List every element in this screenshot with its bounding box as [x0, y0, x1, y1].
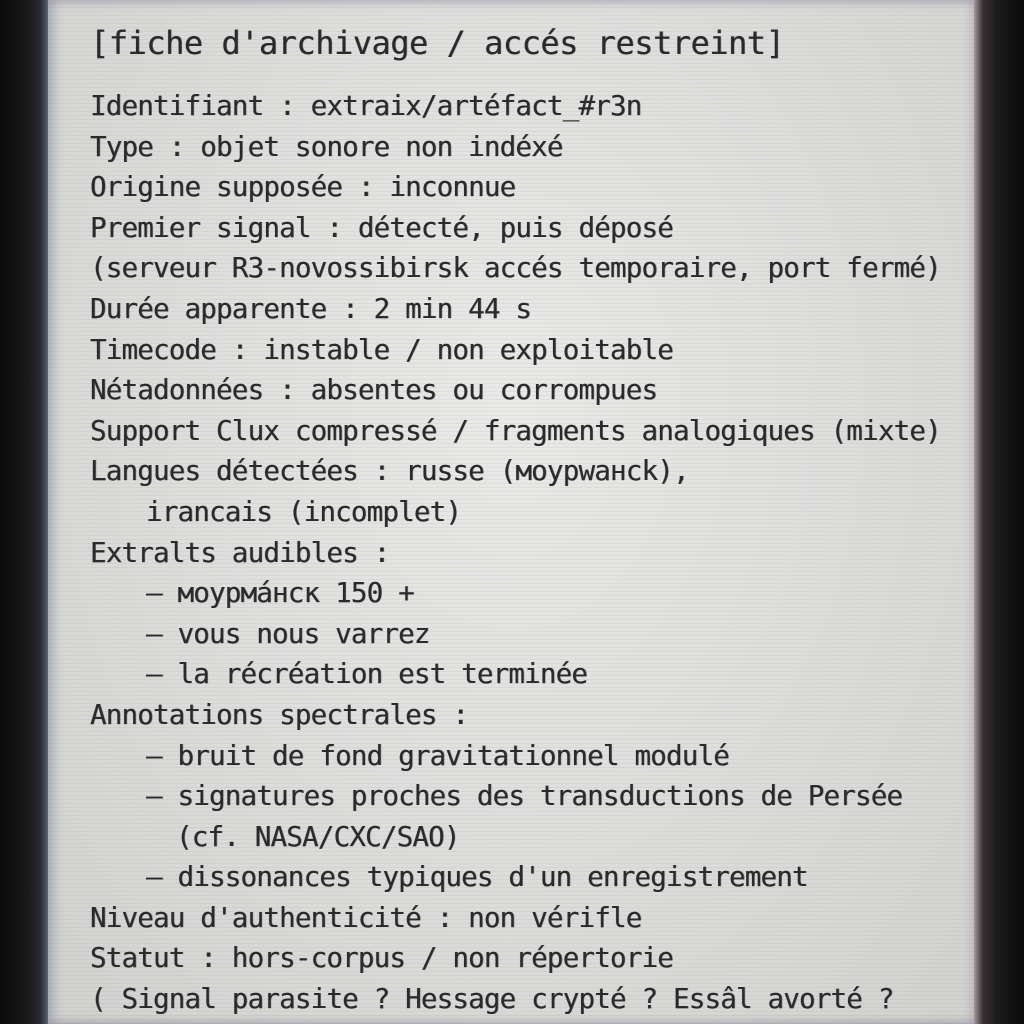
extrait-item: – моурмáнск 150 +	[146, 577, 414, 610]
field-type: Type : objet sonore non indéxé	[90, 130, 563, 163]
field-authenticite: Niveau d'authenticité : non vérifle	[90, 901, 642, 934]
annotation-item: – dissonances typiques d'un enregistrement	[146, 861, 808, 894]
annotation-citation: (cf. NASA/CXC/SAO)	[176, 820, 460, 853]
field-extraits-heading: Extralts audibles :	[90, 536, 390, 569]
field-duree: Durée apparente : 2 min 44 s	[90, 292, 532, 325]
document-title: [fiche d'archivage / accés restreint]	[90, 24, 785, 62]
annotation-item: – signatures proches des transductions de Persée	[146, 780, 903, 813]
sheet-content	[90, 18, 970, 1020]
field-annotations-heading: Annotations spectrales :	[90, 698, 469, 731]
extrait-item: – la récréation est terminée	[146, 658, 588, 691]
field-statut: Statut : hors-corpus / non répertorie	[90, 942, 673, 975]
field-support: Support Clux compressé / fragments analogiques (mixte)	[90, 414, 941, 447]
field-timecode: Timecode : instable / non exploitable	[90, 333, 673, 366]
left-border	[0, 0, 52, 1024]
archive-sheet	[48, 0, 978, 1024]
right-border	[974, 0, 1024, 1024]
field-langues: Langues détectées : russe (моурwaнсk),	[90, 455, 689, 488]
field-premier-signal: Premier signal : détecté, puis déposé	[90, 211, 673, 244]
extrait-item: – vous nous varrez	[146, 617, 430, 650]
field-origine: Origine supposée : inconnue	[90, 171, 516, 204]
field-serveur-note: (serveur R3-novossibirsk accés temporaire, port fermé)	[90, 252, 941, 285]
field-langues-cont: irancais (incomplet)	[146, 495, 462, 528]
field-identifiant: Identifiant : extraix/artéfact_#r3n	[90, 90, 642, 122]
field-hypotheses: ( Signal parasite ? Hessage crypté ? Essâl avorté ?	[90, 983, 894, 1016]
field-metadonnees: Nétadonnées : absentes ou corrompues	[90, 374, 658, 407]
annotation-item: – bruit de fond gravitationnel modulé	[146, 739, 729, 772]
